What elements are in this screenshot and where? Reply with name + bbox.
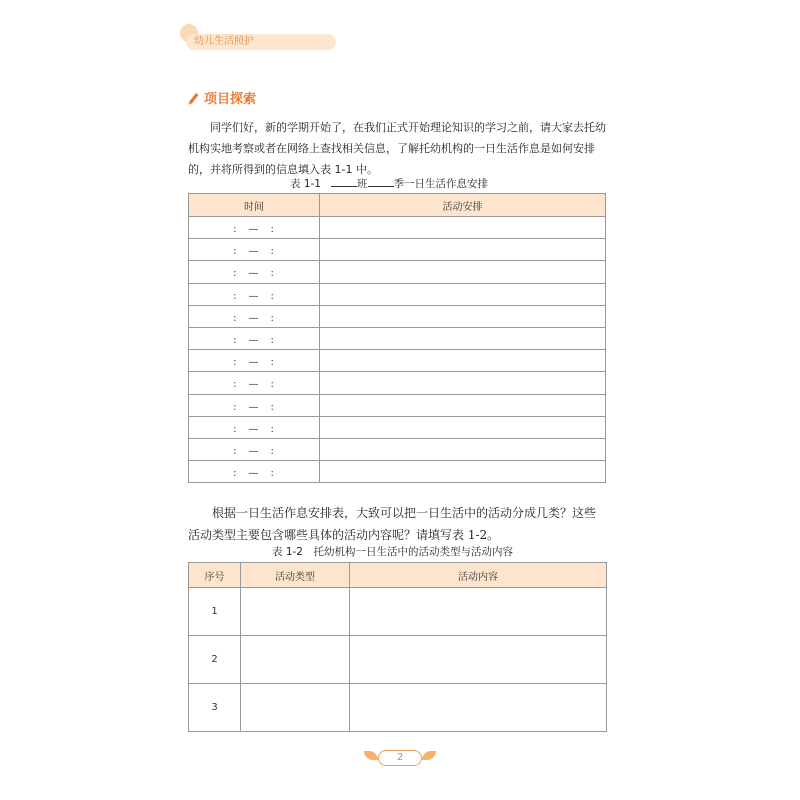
table1-caption bbox=[290, 176, 488, 191]
activity-type-table bbox=[188, 562, 607, 732]
time-cell[interactable]: : — : bbox=[189, 261, 320, 283]
type-header: 活动类型 bbox=[241, 563, 350, 588]
time-cell[interactable]: : — : bbox=[189, 372, 320, 394]
activity-header: 活动安排 bbox=[320, 194, 606, 217]
table-row bbox=[189, 684, 607, 732]
activity-cell[interactable] bbox=[320, 416, 606, 438]
index-cell: 3 bbox=[189, 684, 241, 732]
table1-caption-suffix: 季一日生活作息安排 bbox=[393, 178, 489, 190]
time-cell[interactable]: : — : bbox=[189, 461, 320, 483]
activity-cell[interactable] bbox=[320, 350, 606, 372]
table-row bbox=[189, 327, 606, 349]
table-row bbox=[189, 416, 606, 438]
content-cell[interactable] bbox=[350, 588, 607, 636]
section-heading bbox=[186, 88, 256, 107]
second-paragraph: 根据一日生活作息安排表，大致可以把一日生活中的活动分成几类？这些活动类型主要包含哪些具体的活动内容呢？请填写表 1-2。 bbox=[188, 506, 597, 542]
index-cell: 2 bbox=[189, 636, 241, 684]
section-title: 项目探索 bbox=[204, 92, 257, 107]
activity-cell[interactable] bbox=[320, 261, 606, 283]
time-cell[interactable]: : — : bbox=[189, 394, 320, 416]
table-row bbox=[189, 305, 606, 327]
table-row bbox=[189, 438, 606, 460]
time-cell[interactable]: : — : bbox=[189, 438, 320, 460]
activity-cell[interactable] bbox=[320, 394, 606, 416]
running-header bbox=[186, 30, 346, 56]
table-header-row bbox=[189, 563, 607, 588]
time-cell[interactable]: : — : bbox=[189, 350, 320, 372]
content-header: 活动内容 bbox=[350, 563, 607, 588]
pencil-icon bbox=[186, 91, 200, 105]
activity-cell[interactable] bbox=[320, 372, 606, 394]
time-cell[interactable]: : — : bbox=[189, 217, 320, 239]
table-row bbox=[189, 239, 606, 261]
table2-caption: 表 1-2 托幼机构一日生活中的活动类型与活动内容 bbox=[272, 546, 513, 558]
table-row bbox=[189, 461, 606, 483]
table1-caption-prefix: 表 1-1 bbox=[290, 178, 321, 190]
table-row bbox=[189, 217, 606, 239]
table-row bbox=[189, 261, 606, 283]
table-header-row bbox=[189, 194, 606, 217]
type-cell[interactable] bbox=[241, 588, 350, 636]
content-cell[interactable] bbox=[350, 684, 607, 732]
index-cell: 1 bbox=[189, 588, 241, 636]
page-footer bbox=[364, 748, 436, 768]
table-row bbox=[189, 636, 607, 684]
time-cell[interactable]: : — : bbox=[189, 283, 320, 305]
book-title: 幼儿生活照护 bbox=[194, 36, 254, 47]
intro-paragraph: 同学们好，新的学期开始了，在我们正式开始理论知识的学习之前，请大家去托幼机构实地考察或者在网络上查找相关信息，了解托幼机构的一日生活作息是如何安排的，并将所得到的信息填入表 1-1 中。 bbox=[188, 121, 606, 176]
activity-cell[interactable] bbox=[320, 461, 606, 483]
table-row bbox=[189, 588, 607, 636]
activity-cell[interactable] bbox=[320, 239, 606, 261]
activity-cell[interactable] bbox=[320, 327, 606, 349]
table1-caption-mid: 班 bbox=[357, 178, 368, 190]
time-header: 时间 bbox=[189, 194, 320, 217]
time-cell[interactable]: : — : bbox=[189, 305, 320, 327]
page-number: 2 bbox=[378, 750, 422, 766]
activity-cell[interactable] bbox=[320, 217, 606, 239]
time-cell[interactable]: : — : bbox=[189, 327, 320, 349]
time-cell[interactable]: : — : bbox=[189, 416, 320, 438]
table-row bbox=[189, 394, 606, 416]
time-cell[interactable]: : — : bbox=[189, 239, 320, 261]
table-row bbox=[189, 283, 606, 305]
type-cell[interactable] bbox=[241, 684, 350, 732]
activity-cell[interactable] bbox=[320, 438, 606, 460]
table-row bbox=[189, 350, 606, 372]
activity-cell[interactable] bbox=[320, 305, 606, 327]
schedule-table bbox=[188, 193, 606, 483]
index-header: 序号 bbox=[189, 563, 241, 588]
activity-cell[interactable] bbox=[320, 283, 606, 305]
content-cell[interactable] bbox=[350, 636, 607, 684]
table-row bbox=[189, 372, 606, 394]
class-blank[interactable] bbox=[331, 176, 357, 187]
leaf-icon bbox=[364, 751, 378, 760]
season-blank[interactable] bbox=[368, 176, 394, 187]
type-cell[interactable] bbox=[241, 636, 350, 684]
leaf-icon bbox=[422, 751, 436, 760]
